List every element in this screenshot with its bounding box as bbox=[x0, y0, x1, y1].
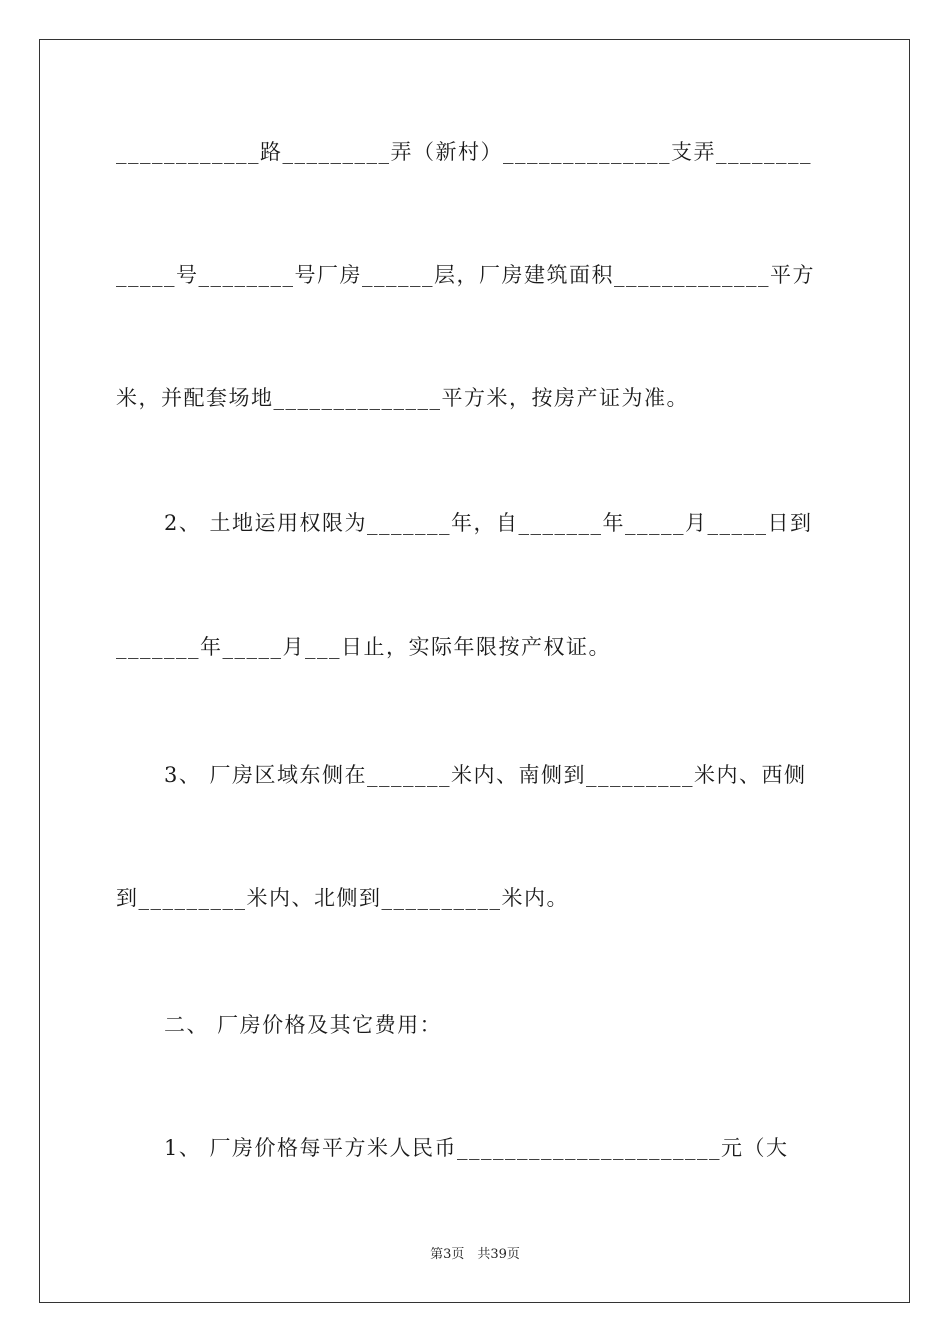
section-heading: 二、 厂房价格及其它费用： bbox=[164, 1013, 443, 1037]
page-border bbox=[39, 39, 910, 1303]
text-line-2: _____号________号厂房______层，厂房建筑面积_____________平方 bbox=[116, 263, 815, 287]
text-line-6: 3、 厂房区域东侧在_______米内、南侧到_________米内、西侧 bbox=[164, 763, 807, 787]
text-line-9: 1、 厂房价格每平方米人民币______________________元（大 bbox=[164, 1136, 789, 1160]
text-line-7: 到_________米内、北侧到__________米内。 bbox=[116, 886, 569, 910]
page-number: 第3页 共39页 bbox=[430, 1247, 520, 1262]
text-line-1: ____________路_________弄（新村）______________支弄________ bbox=[116, 140, 812, 164]
text-line-3: 米，并配套场地______________平方米，按房产证为准。 bbox=[116, 386, 689, 410]
text-line-4: 2、 土地运用权限为_______年，自_______年_____月_____日到 bbox=[164, 511, 813, 535]
text-line-5: _______年_____月___日止，实际年限按产权证。 bbox=[116, 635, 611, 659]
